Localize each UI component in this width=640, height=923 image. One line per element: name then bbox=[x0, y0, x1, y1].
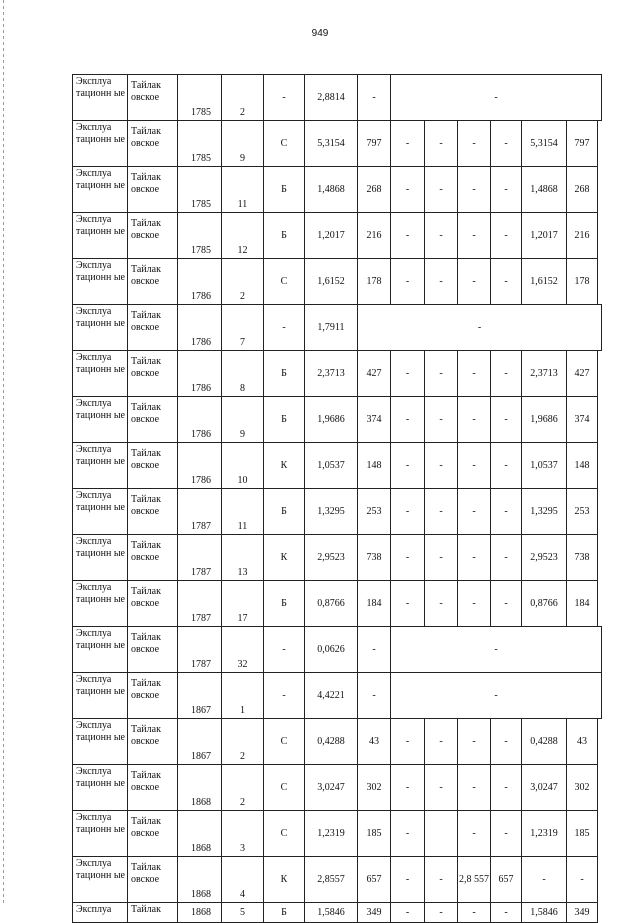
cell-plot: 17 bbox=[222, 581, 264, 627]
cell-col12: 3,0247 bbox=[522, 765, 567, 811]
cell-usage-type: Эксплуа тационн ые bbox=[73, 627, 128, 673]
table-row bbox=[73, 811, 602, 857]
cell-plot: 9 bbox=[222, 121, 264, 167]
cell-col9: - bbox=[425, 167, 458, 213]
cell-col13: 178 bbox=[567, 259, 598, 305]
cell-col10: 2,8 557 bbox=[458, 857, 491, 903]
cell-category: Б bbox=[264, 397, 305, 443]
cell-col12: 1,2319 bbox=[522, 811, 567, 857]
cell-forest-district: Тайлак овское bbox=[128, 121, 178, 167]
cell-quarter: 1785 bbox=[178, 75, 222, 121]
cell-col13: 738 bbox=[567, 535, 598, 581]
cell-area: 1,0537 bbox=[305, 443, 358, 489]
cell-quarter: 1785 bbox=[178, 167, 222, 213]
cell-forest-district: Тайлак овское bbox=[128, 765, 178, 811]
cell-category: К bbox=[264, 535, 305, 581]
cell-usage-type: Эксплуа bbox=[73, 903, 128, 923]
cell-plot: 13 bbox=[222, 535, 264, 581]
cell-volume: 216 bbox=[358, 213, 391, 259]
cell-forest-district: Тайлак овское bbox=[128, 673, 178, 719]
cell-volume: 427 bbox=[358, 351, 391, 397]
table-row bbox=[73, 489, 602, 535]
cell-plot: 2 bbox=[222, 765, 264, 811]
cell-col13: 268 bbox=[567, 167, 598, 213]
cell-category: С bbox=[264, 811, 305, 857]
cell-forest-district: Тайлак овское bbox=[128, 627, 178, 673]
table-row bbox=[73, 673, 602, 719]
cell-volume: 43 bbox=[358, 719, 391, 765]
cell-col9: - bbox=[425, 443, 458, 489]
cell-col8: - bbox=[391, 581, 425, 627]
cell-category: К bbox=[264, 857, 305, 903]
cell-volume: - bbox=[358, 673, 391, 719]
cell-area: 0,4288 bbox=[305, 719, 358, 765]
cell-category: Б bbox=[264, 213, 305, 259]
cell-usage-type: Эксплуа тационн ые bbox=[73, 213, 128, 259]
cell-area: 1,3295 bbox=[305, 489, 358, 535]
cell-forest-district: Тайлак овское bbox=[128, 259, 178, 305]
cell-col12: - bbox=[522, 857, 567, 903]
cell-quarter: 1786 bbox=[178, 397, 222, 443]
cell-col12: 1,9686 bbox=[522, 397, 567, 443]
cell-forest-district: Тайлак овское bbox=[128, 305, 178, 351]
cell-plot: 12 bbox=[222, 213, 264, 259]
cell-forest-district: Тайлак овское bbox=[128, 397, 178, 443]
cell-col10: - bbox=[458, 167, 491, 213]
cell-col8: - bbox=[391, 259, 425, 305]
table-row bbox=[73, 167, 602, 213]
cell-col13: 253 bbox=[567, 489, 598, 535]
cell-col10: - bbox=[458, 397, 491, 443]
table-row bbox=[73, 627, 602, 673]
cell-quarter: 1867 bbox=[178, 719, 222, 765]
cell-col8: - bbox=[391, 535, 425, 581]
cell-volume: 253 bbox=[358, 489, 391, 535]
cell-col9: - bbox=[425, 581, 458, 627]
cell-merged-dash: - bbox=[391, 75, 602, 121]
cell-category: С bbox=[264, 765, 305, 811]
cell-category: С bbox=[264, 719, 305, 765]
cell-category: Б bbox=[264, 903, 305, 923]
cell-col13: 302 bbox=[567, 765, 598, 811]
cell-plot: 2 bbox=[222, 75, 264, 121]
cell-col12: 1,4868 bbox=[522, 167, 567, 213]
cell-quarter: 1786 bbox=[178, 351, 222, 397]
cell-plot: 1 bbox=[222, 673, 264, 719]
cell-plot: 2 bbox=[222, 259, 264, 305]
cell-category: - bbox=[264, 75, 305, 121]
cell-col9: - bbox=[425, 903, 458, 923]
cell-col13: - bbox=[567, 857, 598, 903]
table-row bbox=[73, 121, 602, 167]
cell-usage-type: Эксплуа тационн ые bbox=[73, 397, 128, 443]
cell-col11: 657 bbox=[491, 857, 522, 903]
cell-merged-dash: - bbox=[391, 627, 602, 673]
cell-col8: - bbox=[391, 765, 425, 811]
cell-usage-type: Эксплуа тационн ые bbox=[73, 121, 128, 167]
table-row bbox=[73, 75, 602, 121]
cell-quarter: 1867 bbox=[178, 673, 222, 719]
cell-plot: 8 bbox=[222, 351, 264, 397]
cell-col12: 1,2017 bbox=[522, 213, 567, 259]
cell-col12: 0,4288 bbox=[522, 719, 567, 765]
cell-usage-type: Эксплуа тационн ые bbox=[73, 443, 128, 489]
cell-area: 1,9686 bbox=[305, 397, 358, 443]
cell-forest-district: Тайлак овское bbox=[128, 535, 178, 581]
cell-col9: - bbox=[425, 765, 458, 811]
cell-area: 2,8814 bbox=[305, 75, 358, 121]
cell-plot: 11 bbox=[222, 167, 264, 213]
table-row bbox=[73, 397, 602, 443]
cell-plot: 32 bbox=[222, 627, 264, 673]
cell-category: Б bbox=[264, 167, 305, 213]
cell-volume: 797 bbox=[358, 121, 391, 167]
cell-volume: 184 bbox=[358, 581, 391, 627]
cell-forest-district: Тайлак овское bbox=[128, 75, 178, 121]
cell-col11: - bbox=[491, 121, 522, 167]
cell-usage-type: Эксплуа тационн ые bbox=[73, 581, 128, 627]
cell-col8: - bbox=[391, 903, 425, 923]
cell-col13: 43 bbox=[567, 719, 598, 765]
cell-volume: - bbox=[358, 75, 391, 121]
cell-col12: 2,3713 bbox=[522, 351, 567, 397]
cell-col13: 797 bbox=[567, 121, 598, 167]
cell-quarter: 1868 bbox=[178, 903, 222, 923]
cell-usage-type: Эксплуа тационн ые bbox=[73, 351, 128, 397]
cell-col11: - bbox=[491, 397, 522, 443]
cell-col10: - bbox=[458, 121, 491, 167]
cell-col9: - bbox=[425, 857, 458, 903]
cell-forest-district: Тайлак овское bbox=[128, 581, 178, 627]
cell-col10: - bbox=[458, 489, 491, 535]
cell-col12: 1,0537 bbox=[522, 443, 567, 489]
cell-col11: - bbox=[491, 213, 522, 259]
cell-volume: 374 bbox=[358, 397, 391, 443]
cell-usage-type: Эксплуа тационн ые bbox=[73, 75, 128, 121]
cell-forest-district: Тайлак овское bbox=[128, 213, 178, 259]
cell-col11: - bbox=[491, 719, 522, 765]
cell-col13: 184 bbox=[567, 581, 598, 627]
cell-area: 1,6152 bbox=[305, 259, 358, 305]
cell-quarter: 1786 bbox=[178, 443, 222, 489]
cell-area: 1,7911 bbox=[305, 305, 358, 351]
table-row bbox=[73, 351, 602, 397]
cell-col9: - bbox=[425, 213, 458, 259]
cell-col9: - bbox=[425, 397, 458, 443]
cell-volume: 178 bbox=[358, 259, 391, 305]
table-row bbox=[73, 719, 602, 765]
cell-quarter: 1785 bbox=[178, 121, 222, 167]
table-row bbox=[73, 903, 602, 923]
cell-col13: 349 bbox=[567, 903, 598, 923]
cell-usage-type: Эксплуа тационн ые bbox=[73, 765, 128, 811]
cell-forest-district: Тайлак bbox=[128, 903, 178, 923]
cell-area: 3,0247 bbox=[305, 765, 358, 811]
cell-col13: 216 bbox=[567, 213, 598, 259]
cell-area: 1,5846 bbox=[305, 903, 358, 923]
cell-col13: 148 bbox=[567, 443, 598, 489]
cell-col10: - bbox=[458, 259, 491, 305]
cell-category: - bbox=[264, 305, 305, 351]
cell-volume: 268 bbox=[358, 167, 391, 213]
cell-col11: - bbox=[491, 765, 522, 811]
cell-quarter: 1786 bbox=[178, 259, 222, 305]
cell-plot: 2 bbox=[222, 719, 264, 765]
cell-category: С bbox=[264, 121, 305, 167]
forest-plot-table bbox=[72, 74, 602, 923]
cell-area: 2,8557 bbox=[305, 857, 358, 903]
table-row bbox=[73, 765, 602, 811]
cell-area: 2,3713 bbox=[305, 351, 358, 397]
cell-col11: - bbox=[491, 903, 522, 923]
cell-col12: 2,9523 bbox=[522, 535, 567, 581]
cell-col9: - bbox=[425, 719, 458, 765]
cell-col11: - bbox=[491, 259, 522, 305]
cell-forest-district: Тайлак овское bbox=[128, 351, 178, 397]
cell-plot: 5 bbox=[222, 903, 264, 923]
cell-volume: 302 bbox=[358, 765, 391, 811]
cell-col10: - bbox=[458, 581, 491, 627]
cell-merged-dash: - bbox=[391, 673, 602, 719]
cell-category: Б bbox=[264, 581, 305, 627]
cell-col11: - bbox=[491, 443, 522, 489]
cell-plot: 11 bbox=[222, 489, 264, 535]
cell-col13: 374 bbox=[567, 397, 598, 443]
cell-col10: - bbox=[458, 903, 491, 923]
cell-category: К bbox=[264, 443, 305, 489]
cell-col8: - bbox=[391, 719, 425, 765]
table-row bbox=[73, 443, 602, 489]
cell-forest-district: Тайлак овское bbox=[128, 443, 178, 489]
cell-col9: - bbox=[425, 121, 458, 167]
cell-area: 0,8766 bbox=[305, 581, 358, 627]
cell-volume: 349 bbox=[358, 903, 391, 923]
cell-col11: - bbox=[491, 581, 522, 627]
cell-col10: - bbox=[458, 765, 491, 811]
cell-quarter: 1787 bbox=[178, 535, 222, 581]
scan-edge bbox=[3, 0, 4, 905]
cell-usage-type: Эксплуа тационн ые bbox=[73, 857, 128, 903]
cell-quarter: 1785 bbox=[178, 213, 222, 259]
cell-col12: 1,3295 bbox=[522, 489, 567, 535]
cell-volume: 148 bbox=[358, 443, 391, 489]
cell-col8: - bbox=[391, 351, 425, 397]
cell-area: 5,3154 bbox=[305, 121, 358, 167]
cell-category: Б bbox=[264, 489, 305, 535]
cell-col10: - bbox=[458, 535, 491, 581]
cell-usage-type: Эксплуа тационн ые bbox=[73, 719, 128, 765]
cell-area: 1,2017 bbox=[305, 213, 358, 259]
cell-col9: - bbox=[425, 535, 458, 581]
cell-plot: 7 bbox=[222, 305, 264, 351]
cell-col10: - bbox=[458, 213, 491, 259]
cell-col9: - bbox=[425, 351, 458, 397]
cell-col8: - bbox=[391, 811, 425, 857]
cell-merged-dash: - bbox=[358, 305, 602, 351]
table-row bbox=[73, 857, 602, 903]
cell-col9 bbox=[425, 811, 458, 857]
cell-forest-district: Тайлак овское bbox=[128, 489, 178, 535]
cell-col10: - bbox=[458, 351, 491, 397]
table-body bbox=[73, 75, 602, 923]
cell-col10: - bbox=[458, 719, 491, 765]
cell-forest-district: Тайлак овское bbox=[128, 167, 178, 213]
cell-volume: 185 bbox=[358, 811, 391, 857]
cell-area: 2,9523 bbox=[305, 535, 358, 581]
cell-usage-type: Эксплуа тационн ые bbox=[73, 673, 128, 719]
cell-col8: - bbox=[391, 213, 425, 259]
cell-forest-district: Тайлак овское bbox=[128, 811, 178, 857]
cell-forest-district: Тайлак овское bbox=[128, 857, 178, 903]
cell-col10: - bbox=[458, 443, 491, 489]
cell-category: Б bbox=[264, 351, 305, 397]
cell-volume: 657 bbox=[358, 857, 391, 903]
cell-area: 1,4868 bbox=[305, 167, 358, 213]
cell-quarter: 1786 bbox=[178, 305, 222, 351]
cell-usage-type: Эксплуа тационн ые bbox=[73, 167, 128, 213]
table-row bbox=[73, 535, 602, 581]
table-row bbox=[73, 259, 602, 305]
cell-col11: - bbox=[491, 489, 522, 535]
table-row bbox=[73, 581, 602, 627]
cell-usage-type: Эксплуа тационн ые bbox=[73, 535, 128, 581]
cell-col11: - bbox=[491, 811, 522, 857]
cell-area: 1,2319 bbox=[305, 811, 358, 857]
cell-col8: - bbox=[391, 397, 425, 443]
cell-col11: - bbox=[491, 535, 522, 581]
cell-plot: 4 bbox=[222, 857, 264, 903]
cell-usage-type: Эксплуа тационн ые bbox=[73, 259, 128, 305]
cell-col13: 427 bbox=[567, 351, 598, 397]
cell-col8: - bbox=[391, 489, 425, 535]
cell-volume: - bbox=[358, 627, 391, 673]
cell-plot: 10 bbox=[222, 443, 264, 489]
page-number: 949 bbox=[311, 28, 329, 39]
cell-area: 0,0626 bbox=[305, 627, 358, 673]
cell-col12: 5,3154 bbox=[522, 121, 567, 167]
cell-quarter: 1868 bbox=[178, 857, 222, 903]
cell-col9: - bbox=[425, 259, 458, 305]
cell-quarter: 1868 bbox=[178, 765, 222, 811]
cell-col9: - bbox=[425, 489, 458, 535]
cell-col13: 185 bbox=[567, 811, 598, 857]
cell-col8: - bbox=[391, 857, 425, 903]
cell-quarter: 1787 bbox=[178, 627, 222, 673]
cell-category: С bbox=[264, 259, 305, 305]
cell-col8: - bbox=[391, 167, 425, 213]
cell-forest-district: Тайлак овское bbox=[128, 719, 178, 765]
cell-usage-type: Эксплуа тационн ые bbox=[73, 489, 128, 535]
cell-category: - bbox=[264, 673, 305, 719]
cell-plot: 9 bbox=[222, 397, 264, 443]
cell-col10: - bbox=[458, 811, 491, 857]
cell-col8: - bbox=[391, 443, 425, 489]
table-row bbox=[73, 305, 602, 351]
cell-col12: 1,6152 bbox=[522, 259, 567, 305]
cell-plot: 3 bbox=[222, 811, 264, 857]
cell-usage-type: Эксплуа тационн ые bbox=[73, 305, 128, 351]
cell-col11: - bbox=[491, 351, 522, 397]
cell-area: 4,4221 bbox=[305, 673, 358, 719]
cell-category: - bbox=[264, 627, 305, 673]
cell-col11: - bbox=[491, 167, 522, 213]
cell-quarter: 1868 bbox=[178, 811, 222, 857]
cell-volume: 738 bbox=[358, 535, 391, 581]
cell-col12: 0,8766 bbox=[522, 581, 567, 627]
cell-quarter: 1787 bbox=[178, 581, 222, 627]
cell-usage-type: Эксплуа тационн ые bbox=[73, 811, 128, 857]
table-row bbox=[73, 213, 602, 259]
cell-quarter: 1787 bbox=[178, 489, 222, 535]
cell-col8: - bbox=[391, 121, 425, 167]
cell-col12: 1,5846 bbox=[522, 903, 567, 923]
